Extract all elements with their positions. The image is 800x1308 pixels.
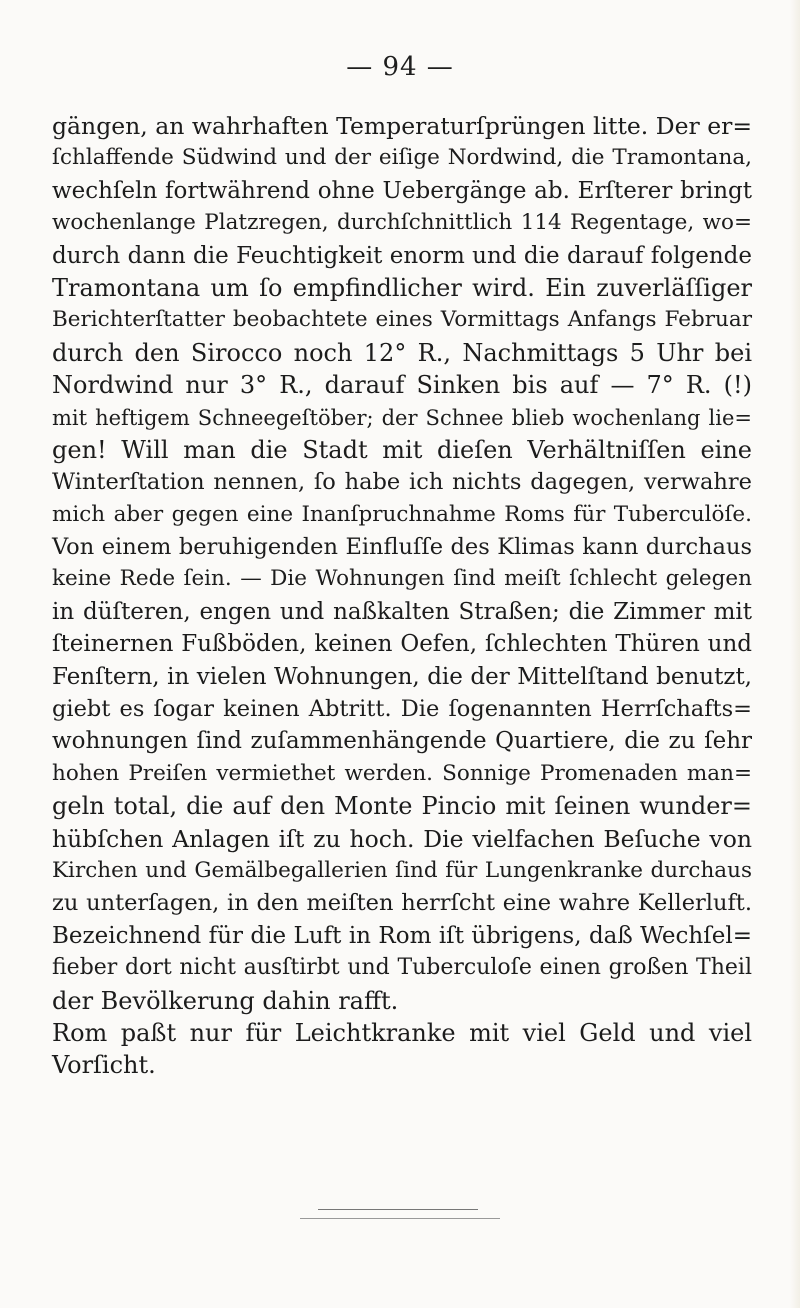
- text-line: giebt es ſogar keinen Abtritt. Die ſogenannten Herrſchafts=: [52, 696, 752, 723]
- end-rule-lower: [300, 1218, 500, 1219]
- text-line: der Bevölkerung dahin rafft.: [52, 986, 399, 1015]
- text-line: Vorſicht.: [52, 1051, 156, 1080]
- text-line: ſteinernen Fußböden, keinen Oefen, ſchlechten Thüren und: [52, 631, 752, 658]
- text-line: durch dann die Feuchtigkeit enorm und die darauf folgende: [52, 242, 752, 269]
- text-line: Kirchen und Gemälbegallerien ſind für Lungenkranke durchaus: [52, 857, 752, 883]
- text-line: durch den Sirocco noch 12° R., Nachmittags 5 Uhr bei: [52, 338, 752, 367]
- text-line: Von einem beruhigenden Einfluſſe des Klimas kann durchaus: [52, 534, 752, 561]
- text-line: gen! Will man die Stadt mit dieſen Verhältniſſen eine: [52, 435, 752, 464]
- text-line: Tramontana um ſo empfindlicher wird. Ein zuverläſſiger: [52, 273, 752, 302]
- text-line: mich aber gegen eine Inanſpruchnahme Roms für Tuberculöſe.: [52, 501, 752, 527]
- text-line: wochenlange Platzregen, durchſchnittlich 114 Regentage, wo=: [52, 210, 752, 236]
- text-line: Winterſtation nennen, ſo habe ich nichts dagegen, verwahre: [52, 469, 752, 496]
- text-line: hohen Preiſen vermiethet werden. Sonnige Promenaden man=: [52, 760, 752, 786]
- text-line: keine Rede ſein. — Die Wohnungen ſind meiſt ſchlecht gelegen: [52, 566, 752, 592]
- text-line: Nordwind nur 3° R., darauf Sinken bis auf — 7° R. (!): [52, 371, 752, 400]
- text-line: wohnungen ſind zuſammenhängende Quartiere, die zu ſehr: [52, 728, 752, 755]
- text-line: mit heftigem Schneegeſtöber; der Schnee blieb wochenlang lie=: [52, 405, 752, 430]
- text-line: Rom paßt nur für Leichtkranke mit viel Geld und viel: [52, 1018, 752, 1047]
- text-line: ſchlaffende Südwind und der eiſige Nordwind, die Tramontana,: [52, 145, 752, 171]
- text-line: in düſteren, engen und naßkalten Straßen; die Zimmer mit: [52, 598, 752, 625]
- text-line: fieber dort nicht ausſtirbt und Tuberculoſe einen großen Theil: [52, 955, 752, 981]
- text-line: Fenſtern, in vielen Wohnungen, die der Mittelſtand benutzt,: [52, 663, 752, 690]
- text-line: Bezeichnend für die Luft in Rom iſt übrigens, daß Wechſel=: [52, 922, 752, 949]
- text-line: wechſeln fortwährend ohne Uebergänge ab. Erſterer bringt: [52, 177, 752, 204]
- body-text: [52, 110, 752, 1082]
- page-number: — 94 —: [346, 52, 454, 82]
- text-line: Berichterſtatter beobachtete eines Vormittags Anfangs Februar: [52, 307, 752, 333]
- text-line: zu unterſagen, in den meiſten herrſcht eine wahre Kellerluft.: [52, 890, 752, 917]
- page-edge: [790, 0, 800, 1308]
- text-line: hübſchen Anlagen iſt zu hoch. Die vielfachen Beſuche von: [52, 824, 752, 853]
- text-line: geln total, die auf den Monte Pincio mit ſeinen wunder=: [52, 792, 752, 821]
- end-rule: [318, 1209, 478, 1210]
- text-line: gängen, an wahrhaften Temperaturſprüngen litte. Der er=: [52, 112, 753, 140]
